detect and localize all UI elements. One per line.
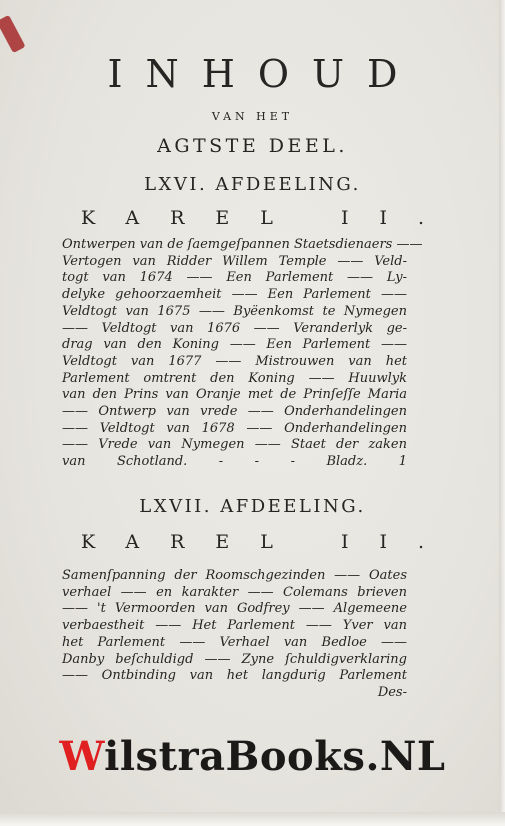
watermark-initial: W bbox=[59, 733, 105, 780]
section-summary-lxvii bbox=[62, 568, 407, 702]
summary-line: togt van 1674 —— Een Parlement —— Ly- bbox=[62, 270, 407, 286]
summary-line: —— 't Vermoorden van Godfrey —— Algemeene bbox=[62, 601, 407, 617]
summary-line: Parlement omtrent den Koning —— Huuwlyk bbox=[62, 370, 407, 386]
summary-line: —— Veldtogt van 1678 —— Onderhandelingen bbox=[62, 420, 407, 436]
summary-line: —— Ontbinding van het langdurig Parlement bbox=[62, 668, 407, 684]
section-king-lxvi: KAREL II. bbox=[80, 207, 456, 229]
summary-line: —— Vrede van Nymegen —— Staet der zaken bbox=[62, 437, 407, 453]
watermark-logo bbox=[0, 733, 505, 781]
watermark-text: ilstraBooks.NL bbox=[104, 733, 446, 780]
section-heading-lxvii: LXVII. AFDEELING. bbox=[139, 496, 366, 517]
summary-line: van den Prins van Oranje met de Prinſeſſe Maria bbox=[62, 387, 407, 403]
section-heading-lxvi: LXVI. AFDEELING. bbox=[144, 174, 361, 195]
page-subtitle: VAN HET bbox=[211, 110, 294, 123]
summary-line: Veldtogt van 1677 —— Mistrouwen van het bbox=[62, 353, 407, 369]
summary-line: Vertogen van Ridder Willem Temple —— Veld- bbox=[62, 253, 407, 269]
summary-line: Veldtogt van 1675 —— Byëenkomst te Nymegen bbox=[62, 303, 407, 319]
summary-line: Ontwerpen van de ſaemgeſpannen Staetsdienaers —— bbox=[62, 237, 423, 252]
summary-line: Danby beſchuldigd —— Zyne ſchuldigverklaring bbox=[62, 651, 407, 667]
summary-line: van Schotland. - - - Bladz. 1 bbox=[62, 454, 407, 470]
section-king-lxvii: KAREL II. bbox=[80, 531, 456, 553]
summary-line: delyke gehoorzaemheit —— Een Parlement —— bbox=[62, 287, 407, 303]
section-summary-lxvi bbox=[62, 237, 423, 471]
summary-line: verhael —— en karakter —— Colemans brieven bbox=[62, 584, 407, 600]
page-edge-bottom bbox=[0, 812, 505, 826]
summary-line: verbaestheit —— Het Parlement —— Yver van bbox=[62, 618, 407, 634]
summary-line: Samenſpanning der Roomschgezinden —— Oates bbox=[62, 568, 407, 583]
page-title: INHOUD bbox=[107, 52, 421, 96]
summary-line: het Parlement —— Verhael van Bedloe —— bbox=[62, 634, 407, 650]
summary-line: drag van den Koning —— Een Parlement —— bbox=[62, 337, 407, 353]
summary-line: —— Ontwerp van vrede —— Onderhandelingen bbox=[62, 404, 407, 420]
red-bookmark-stain bbox=[0, 15, 26, 53]
volume-heading: AGTSTE DEEL. bbox=[157, 135, 348, 157]
catchword: Des- bbox=[377, 684, 407, 700]
summary-line: —— Veldtogt van 1676 —— Veranderlyk ge- bbox=[62, 320, 407, 336]
